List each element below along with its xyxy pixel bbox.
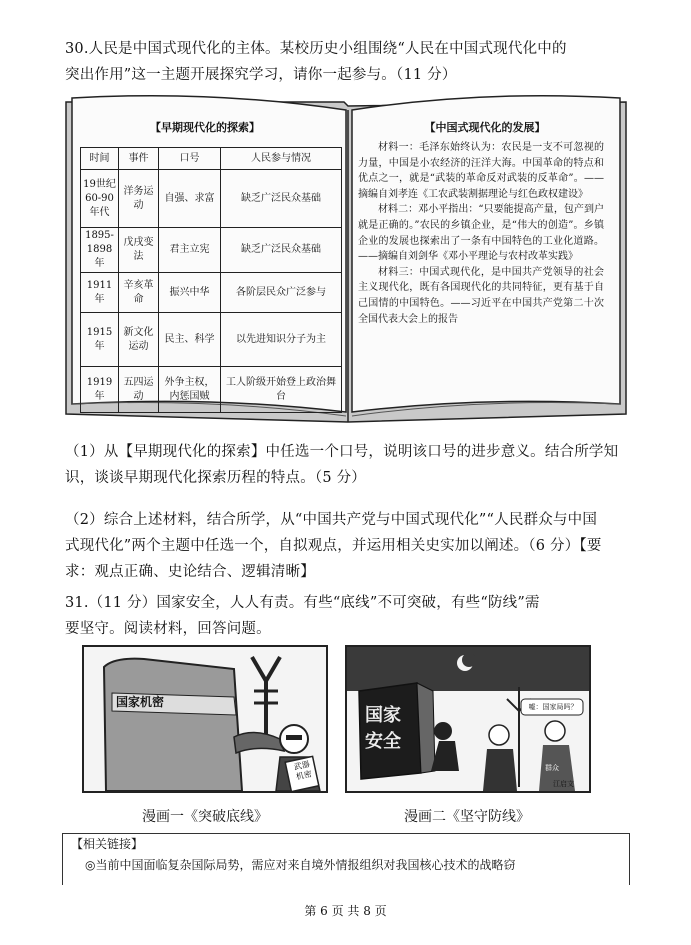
- q31-stem-line1: 31.（11 分）国家安全，人人有责。有些“底线”不可突破，有些“防线”需: [65, 595, 540, 611]
- related-link-title: 【相关链接】: [71, 837, 144, 851]
- table-row: [81, 228, 342, 273]
- table-header-cell: 事件: [119, 148, 159, 170]
- table-cell-time: 1915年: [81, 313, 119, 367]
- material-two: 材料二：邓小平指出：“只要能提高产量，包产到户就是正确的。”农民的乡镇企业，是“伟大的创造”。乡镇企业的发展也探索出了一条有中国特色的工业化道路。——摘编自刘剑华《邓小平理论与农村改革实践》: [358, 204, 604, 263]
- table-cell-slogan: 外争主权，内惩国贼: [159, 367, 221, 413]
- table-cell-participation: 工人阶级开始登上政治舞台: [221, 367, 342, 413]
- table-cell-event: 新文化运动: [119, 313, 159, 367]
- exploration-table: [80, 147, 342, 413]
- right-page-title: 【中国式现代化的发展】: [424, 121, 546, 134]
- related-link-box: [62, 833, 630, 885]
- table-header-cell: 人民参与情况: [221, 148, 342, 170]
- sub-question-1-line1: （1）从【早期现代化的探索】中任选一个口号，说明该口号的进步意义。结合所学知: [65, 444, 619, 460]
- sub-question-2-line3: 求：观点正确、史论结合、逻辑清晰】: [65, 564, 315, 580]
- table-cell-participation: 缺乏广泛民众基础: [221, 228, 342, 273]
- comic-one-image: [82, 645, 328, 793]
- material-one: 材料一：毛泽东始终认为：农民是一支不可忽视的力量，中国是小农经济的汪洋大海。中国革命的特点和优点之一，就是“武装的革命反对武装的反革命”。——摘编自刘孝连《工农武装割据理论与红色政权建设》: [358, 142, 604, 200]
- table-cell-event: 戊戌变法: [119, 228, 159, 273]
- table-cell-time: 1895-1898年: [81, 228, 119, 273]
- related-link-text: ◎当前中国面临复杂国际局势，需应对来自境外情报组织对我国核心技术的战略窃: [85, 858, 516, 872]
- sub-question-2-line2: 式现代化”两个主题中任选一个，自拟观点，并运用相关史实加以阐述。（6 分）【要: [65, 538, 602, 554]
- table-cell-slogan: 自强、求富: [159, 170, 221, 228]
- comic-one-sign-text: 国家机密: [116, 695, 165, 709]
- table-cell-event: 五四运动: [119, 367, 159, 413]
- table-cell-slogan: 振兴中华: [159, 273, 221, 313]
- left-page-title: 【早期现代化的探索】: [150, 121, 260, 134]
- comic-two-image: [345, 645, 591, 793]
- q30-stem-line1: 30.人民是中国式现代化的主体。某校历史小组围绕“人民在中国式现代化中的: [65, 41, 567, 57]
- table-row: [81, 273, 342, 313]
- comic-one-document-text: 武器机密: [293, 759, 313, 782]
- comic-two-signature: 江启文: [553, 780, 574, 788]
- table-cell-event: 辛亥革命: [119, 273, 159, 313]
- q30-stem: [65, 36, 625, 88]
- table-cell-time: 1919年: [81, 367, 119, 413]
- sub-question-2-line1: （2）综合上述材料，结合所学，从“中国共产党与中国式现代化”“人民群众与中国: [65, 512, 598, 528]
- table-cell-time: 19世纪60-90年代: [81, 170, 119, 228]
- sub-question-1: [65, 439, 625, 491]
- comic-two-tag-text: 群众: [545, 764, 559, 772]
- q31-stem-line2: 要坚守。阅读材料，回答问题。: [65, 621, 271, 637]
- q30-stem-line2: 突出作用”这一主题开展探究学习，请你一起参与。（11 分）: [65, 67, 457, 83]
- table-cell-participation: 缺乏广泛民众基础: [221, 170, 342, 228]
- sub-question-1-line2: 识，谈谈早期现代化探索历程的特点。（5 分）: [65, 470, 366, 486]
- q31-stem: [65, 590, 625, 642]
- material-three: 材料三：中国式现代化，是中国共产党领导的社会主义现代化，既有各国现代化的共同特征，更有基于自己国情的中国特色。——习近平在中国共产党第二十次全国代表大会上的报告: [358, 266, 604, 325]
- table-row: [81, 313, 342, 367]
- comic-two-bubble-text: 嘘：国家局吗？: [528, 703, 578, 711]
- comic-two-box-text: 国家安全: [365, 705, 401, 752]
- materials-block: [358, 140, 604, 327]
- table-header-cell: 口号: [159, 148, 221, 170]
- comic-two-caption: 漫画二《坚守防线》: [404, 809, 530, 825]
- table-cell-event: 洋务运动: [119, 170, 159, 228]
- comic-one-drawing-icon: [84, 647, 326, 791]
- page-footer: 第 6 页 共 8 页: [304, 904, 387, 918]
- table-header-cell: 时间: [81, 148, 119, 170]
- table-row: [81, 367, 342, 413]
- table-row: [81, 170, 342, 228]
- comic-one-caption: 漫画一《突破底线》: [142, 809, 268, 825]
- table-header-row: [81, 148, 342, 170]
- sub-question-2: [65, 507, 625, 585]
- table-cell-time: 1911年: [81, 273, 119, 313]
- table-cell-participation: 各阶层民众广泛参与: [221, 273, 342, 313]
- table-cell-slogan: 君主立宪: [159, 228, 221, 273]
- table-cell-slogan: 民主、科学: [159, 313, 221, 367]
- table-cell-participation: 以先进知识分子为主: [221, 313, 342, 367]
